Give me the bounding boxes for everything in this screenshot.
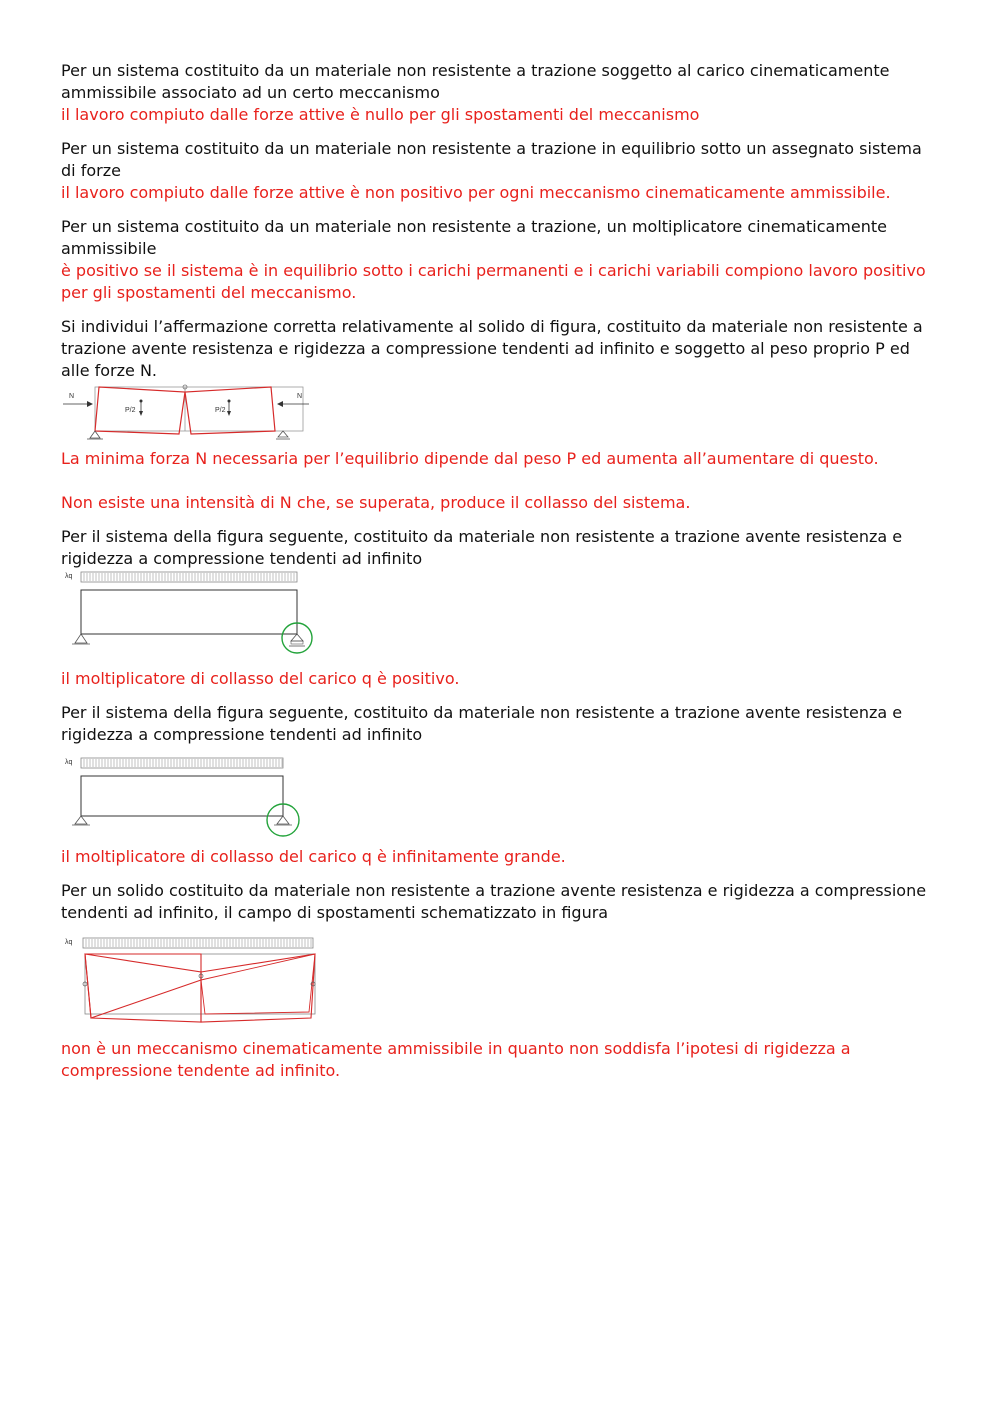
weight-label-right: P/2	[215, 407, 226, 414]
answer-text: il moltiplicatore di collasso del carico q è positivo.	[61, 669, 460, 688]
answer-text: il moltiplicatore di collasso del carico q è infinitamente grande.	[61, 847, 566, 866]
question-text: Si individui l’affermazione corretta relativamente al solido di figura, costituito da materiale non resistente a trazione avente resistenza e rigidezza a compressione tendenti ad infinito e soggetto al peso proprio P ed alle forze N.	[61, 317, 923, 380]
question-text: Per un sistema costituito da un materiale non resistente a trazione in equilibrio sotto un assegnato sistema di forze	[61, 139, 922, 180]
answer-text: il lavoro compiuto dalle forze attive è non positivo per ogni meccanismo cinematicamente ammissibile.	[61, 183, 891, 202]
question-text: Per il sistema della figura seguente, costituito da materiale non resistente a trazione avente resistenza e rigidezza a compressione tendenti ad infinito	[61, 527, 903, 568]
arch-mechanism-figure	[61, 382, 311, 440]
beam-hinge-support-figure	[61, 754, 321, 846]
question-text: Per un sistema costituito da un materiale non resistente a trazione, un moltiplicatore cinematicamente ammissibile	[61, 217, 887, 258]
qa-item-5	[61, 526, 941, 690]
qa-item-7	[61, 880, 941, 1082]
answer-text: La minima forza N necessaria per l’equilibrio dipende dal peso P ed aumenta all’aumentare di questo.	[61, 449, 879, 468]
answer-text: non è un meccanismo cinematicamente ammissibile in quanto non soddisfa l’ipotesi di rigidezza a compressione tendente ad infinito.	[61, 1039, 851, 1080]
load-label: λq	[65, 939, 73, 946]
beam-roller-support-figure	[61, 570, 321, 664]
question-text: Per il sistema della figura seguente, costituito da materiale non resistente a trazione avente resistenza e rigidezza a compressione tendenti ad infinito	[61, 703, 903, 744]
weight-label-left: P/2	[125, 407, 136, 414]
force-label-right: N	[297, 393, 303, 400]
qa-item-6	[61, 702, 941, 868]
force-label-left: N	[69, 393, 75, 400]
question-text: Per un solido costituito da materiale non resistente a trazione avente resistenza e rigidezza a compressione tendenti ad infinito, il campo di spostamenti schematizzato in figura	[61, 881, 927, 922]
answer-text: il lavoro compiuto dalle forze attive è nullo per gli spostamenti del meccanismo	[61, 105, 700, 124]
load-label: λq	[65, 573, 73, 580]
qa-item-3	[61, 216, 941, 304]
load-label: λq	[65, 759, 73, 766]
qa-item-2	[61, 138, 941, 204]
displacement-field-figure	[61, 932, 323, 1032]
qa-item-1	[61, 60, 941, 126]
answer-text: è positivo se il sistema è in equilibrio sotto i carichi permanenti e i carichi variabili compiono lavoro positivo per gli spostamenti del meccanismo.	[61, 261, 926, 302]
answer-text-2: Non esiste una intensità di N che, se superata, produce il collasso del sistema.	[61, 493, 691, 512]
qa-item-4	[61, 316, 941, 514]
document-content	[61, 60, 941, 1094]
question-text: Per un sistema costituito da un materiale non resistente a trazione soggetto al carico cinematicamente ammissibile associato ad un certo meccanismo	[61, 61, 890, 102]
